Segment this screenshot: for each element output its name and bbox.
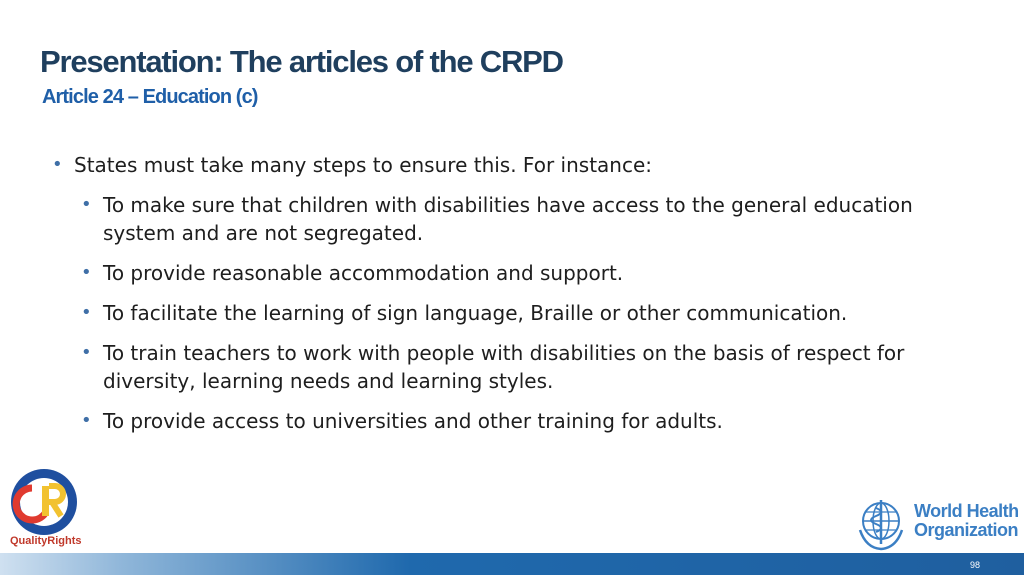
bullet-dot-icon: • — [52, 154, 63, 175]
sub-bullet-item — [81, 191, 952, 247]
bullet-text: States must take many steps to ensure this. For instance: — [74, 153, 653, 177]
sub-bullet-item — [81, 259, 952, 287]
who-emblem-icon — [852, 494, 910, 552]
quality-rights-logo — [6, 466, 86, 546]
bullet-dot-icon: • — [81, 342, 92, 363]
slide-subtitle: Article 24 – Education (c) — [42, 86, 258, 108]
who-wordmark — [914, 502, 1019, 540]
sub-bullet-text: To make sure that children with disabilities have access to the general education system and are not segregated. — [103, 193, 913, 245]
sub-bullet-item — [81, 299, 952, 327]
sub-bullet-text: To facilitate the learning of sign language, Braille or other communication. — [103, 301, 848, 325]
quality-rights-label: QualityRights — [10, 535, 82, 547]
sub-bullet-item — [81, 339, 952, 395]
bullet-dot-icon: • — [81, 302, 92, 323]
bullet-item-intro — [52, 151, 952, 179]
bullet-dot-icon: • — [81, 410, 92, 431]
bullet-dot-icon: • — [81, 262, 92, 283]
who-line-1: World Health — [914, 501, 1019, 521]
sub-bullet-item — [81, 407, 952, 435]
sub-bullet-text: To provide access to universities and other training for adults. — [103, 409, 723, 433]
bullet-dot-icon: • — [81, 194, 92, 215]
page-number: 98 — [969, 560, 980, 570]
slide-title: Presentation: The articles of the CRPD — [40, 44, 563, 79]
sub-bullet-text: To provide reasonable accommodation and support. — [103, 261, 624, 285]
who-line-2: Organization — [914, 520, 1019, 540]
bullet-list — [52, 151, 952, 447]
sub-bullet-text: To train teachers to work with people with disabilities on the basis of respect for diversity, learning needs and learning styles. — [103, 341, 905, 393]
footer-bar — [0, 553, 1024, 575]
